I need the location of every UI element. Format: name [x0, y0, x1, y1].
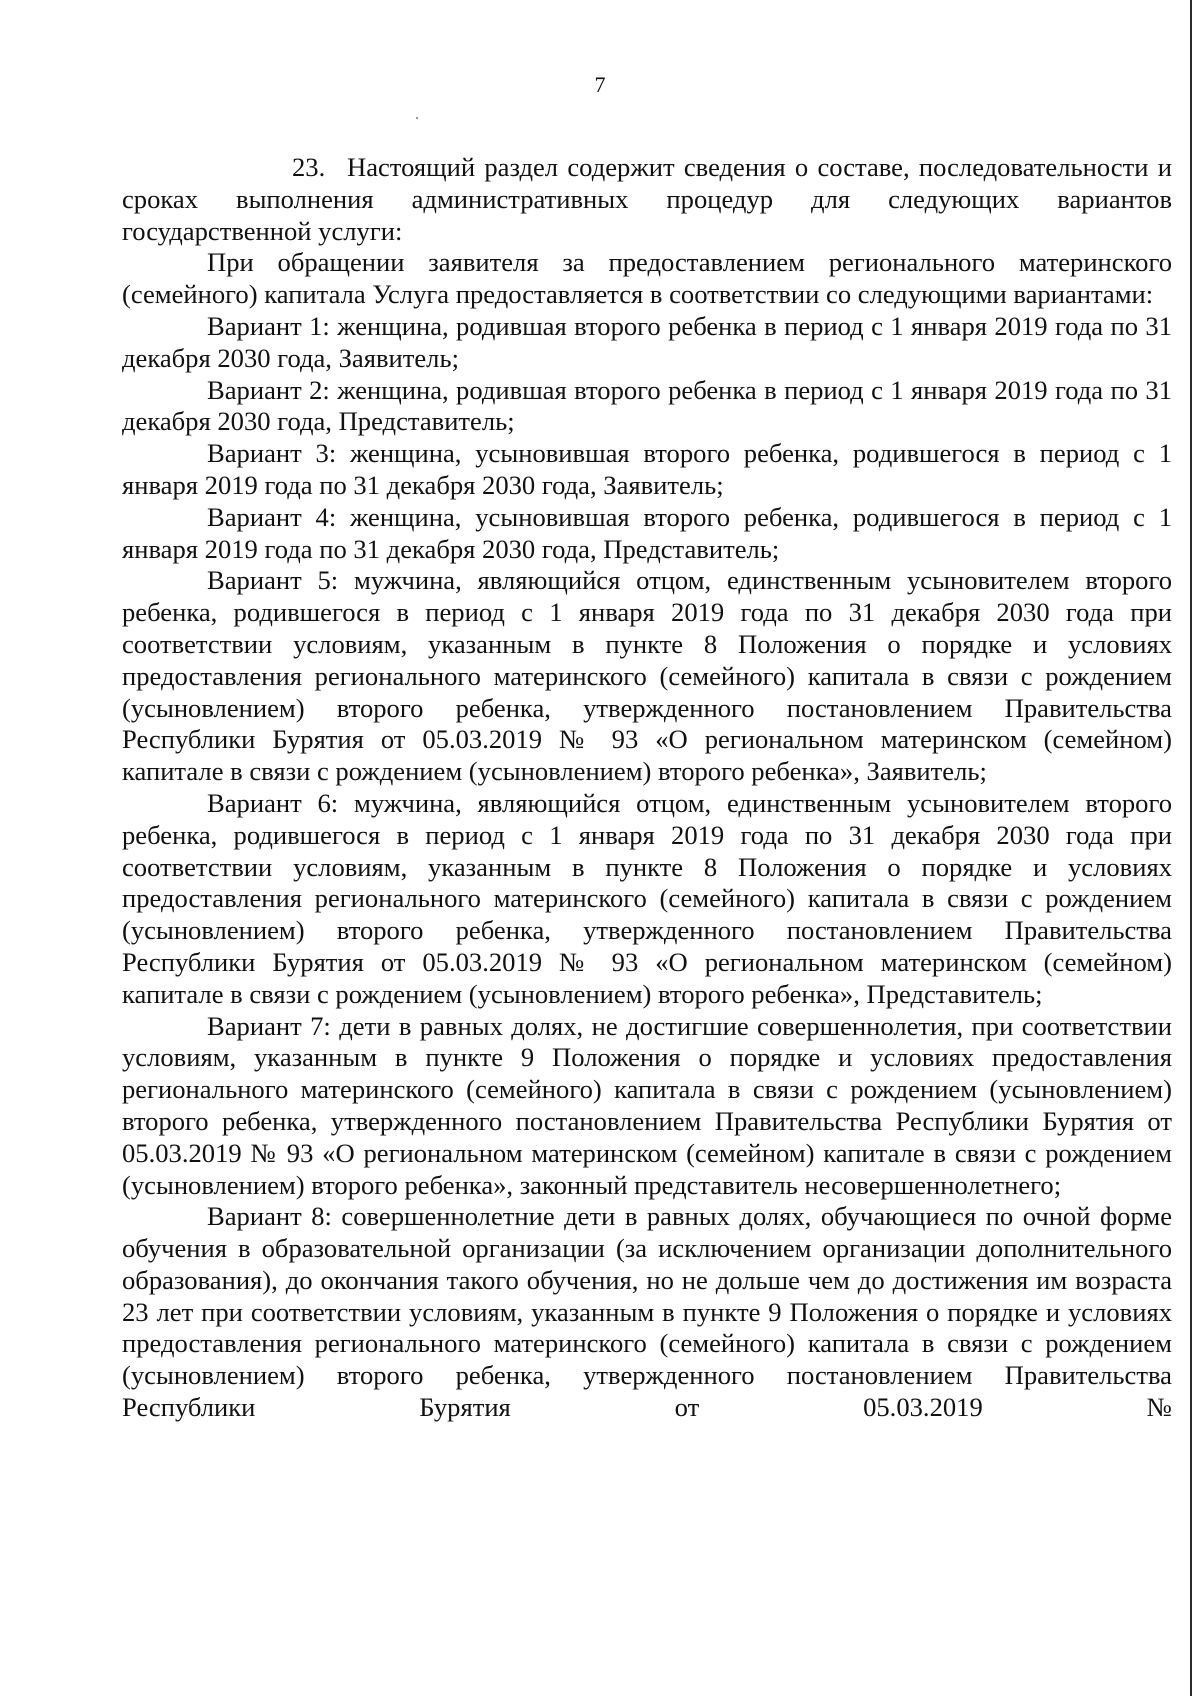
variant-3: Вариант 3: женщина, усыновившая второго ребенка, родившегося в период с 1 января 2019 года по 31 декабря 2030 года, Заявитель;	[122, 438, 1172, 500]
variant-2: Вариант 2: женщина, родившая второго ребенка в период с 1 января 2019 года по 31 декабря 2030 года, Представитель;	[122, 374, 1172, 437]
page-number: 7	[594, 72, 606, 97]
variant-4: Вариант 4: женщина, усыновившая второго ребенка, родившегося в период с 1 января 2019 года по 31 декабря 2030 года, Представитель;	[122, 501, 1172, 564]
variant-8: Вариант 8: совершеннолетние дети в равных долях, обучающиеся по очной форме обучения в образовательной организации (за исключением организации дополнительного образования), до окончания такого обучения, но не дольше чем до достижения им возраста 23 лет при соответствии условиям, указанным в пункте 9 Положения о порядке и условиях предоставления регионального материнского (семейного) капитала в связи с рождением (усыновлением) второго ребенка, утвержденного постановлением Правительства Республики Бурятия от 05.03.2019 №	[122, 1201, 1172, 1423]
paragraph-23	[122, 152, 1172, 247]
scan-speck	[416, 117, 418, 119]
variant-6: Вариант 6: мужчина, являющийся отцом, единственным усыновителем второго ребенка, родившегося в период с 1 января 2019 года по 31 декабря 2030 года при соответствии условиям, указанным в пункте 8 Положения о порядке и условиях предоставления регионального материнского (семейного) капитала в связи с рождением (усыновлением) второго ребенка, утвержденного постановлением Правительства Республики Бурятия от 05.03.2019 № 93 «О региональном материнском (семейном) капитале в связи с рождением (усыновлением) второго ребенка», Представитель;	[122, 787, 1172, 1009]
variant-5: Вариант 5: мужчина, являющийся отцом, единственным усыновителем второго ребенка, родившегося в период с 1 января 2019 года по 31 декабря 2030 года при соответствии условиям, указанным в пункте 8 Положения о порядке и условиях предоставления регионального материнского (семейного) капитала в связи с рождением (усыновлением) второго ребенка, утвержденного постановлением Правительства Республики Бурятия от 05.03.2019 № 93 «О региональном материнском (семейном) капитале в связи с рождением (усыновлением) второго ребенка», Заявитель;	[122, 565, 1172, 787]
variant-7: Вариант 7: дети в равных долях, не достигшие совершеннолетия, при соответствии условиям, указанным в пункте 9 Положения о порядке и условиях предоставления регионального материнского (семейного) капитала в связи с рождением (усыновлением) второго ребенка, утвержденного постановлением Правительства Республики Бурятия от 05.03.2019 № 93 «О региональном материнском (семейном) капитале в связи с рождением (усыновлением) второго ребенка», законный представитель несовершеннолетнего;	[122, 1010, 1172, 1200]
paragraph-number: 23.	[292, 152, 326, 182]
paragraph-23-text: Настоящий раздел содержит сведения о составе, последовательности и сроках выполнения административных процедур для следующих вариантов государственной услуги:	[122, 152, 1172, 246]
variant-1: Вариант 1: женщина, родившая второго ребенка в период с 1 января 2019 года по 31 декабря 2030 года, Заявитель;	[122, 310, 1172, 373]
paragraph-intro: При обращении заявителя за предоставлением регионального материнского (семейного) капитала Услуга предоставляется в соответствии со следующими вариантами:	[122, 247, 1172, 310]
page-edge-line	[1190, 0, 1192, 1696]
document-body	[122, 152, 1172, 1424]
